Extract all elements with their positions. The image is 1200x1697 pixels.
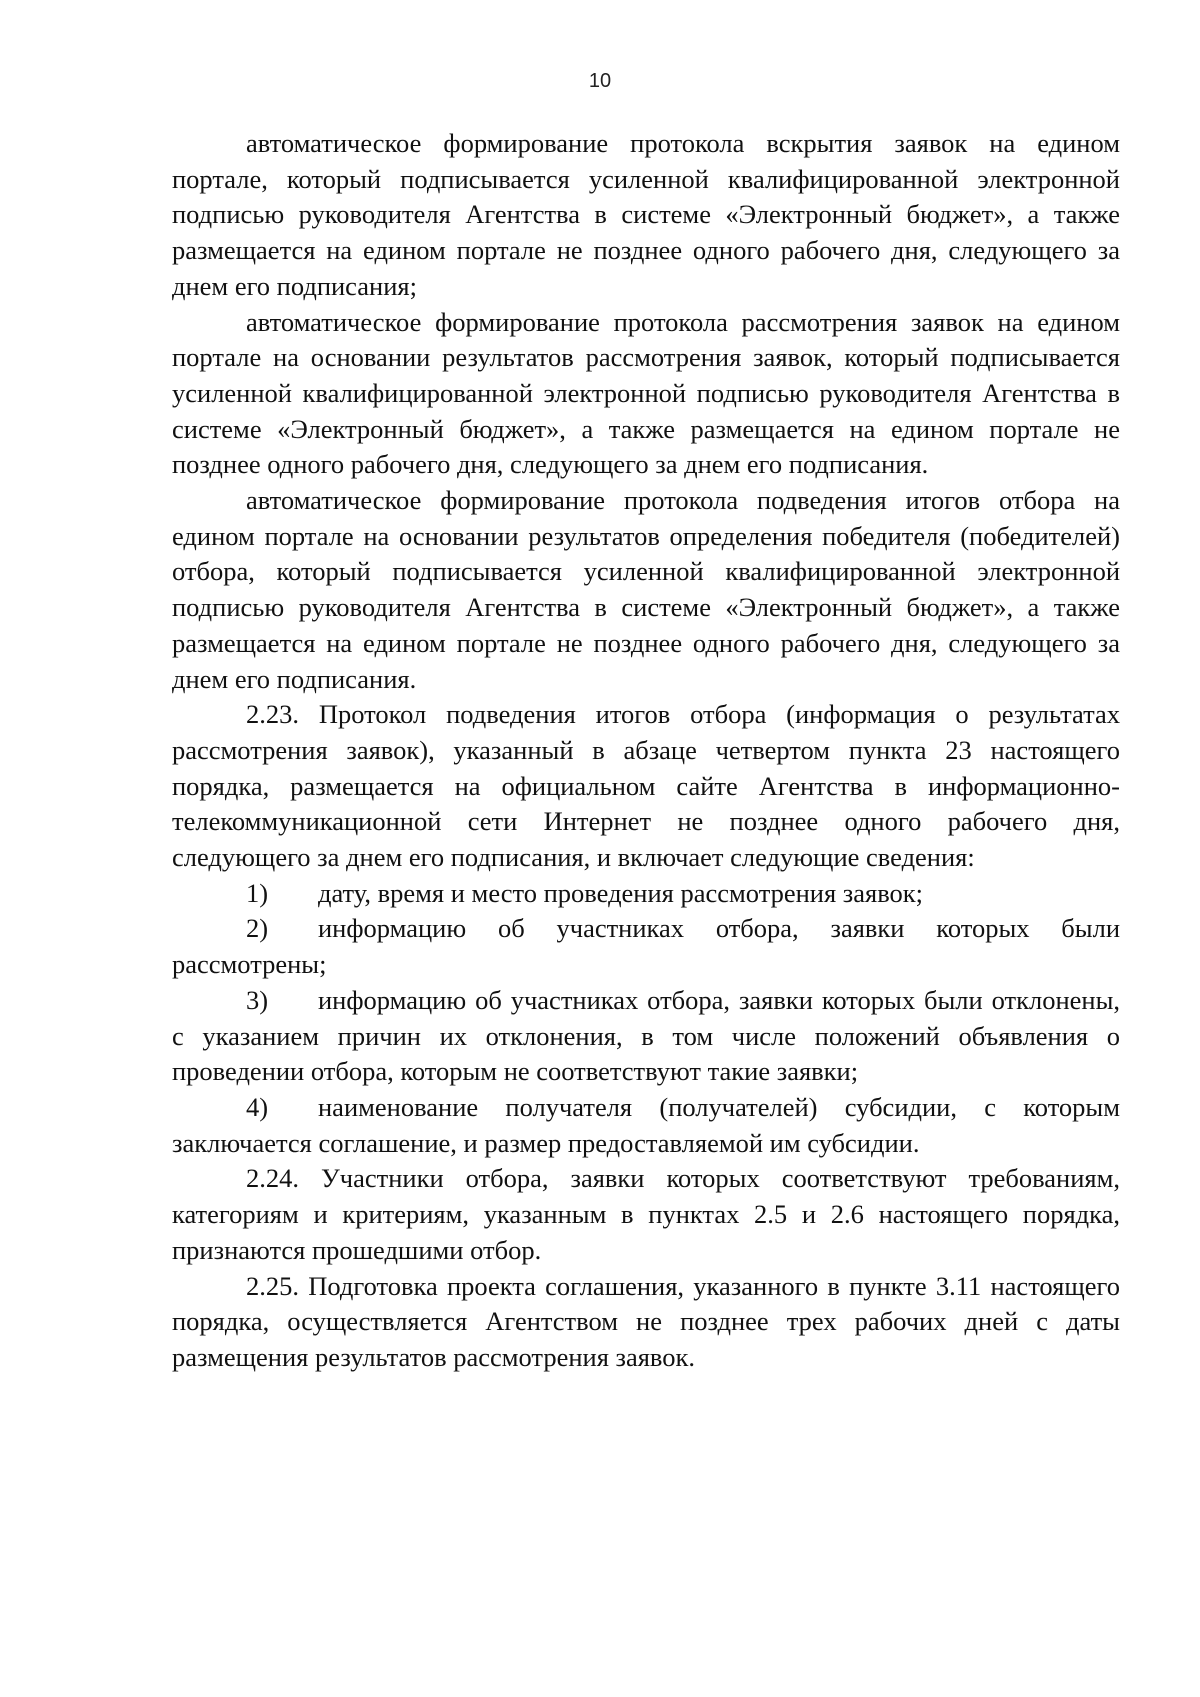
paragraph-protocol-review: автоматическое формирование протокола рассмотрения заявок на едином портале на основании результатов рассмотрения заявок, который подписывается усиленной квалифицированной электронной подписью руководителя Агентства в системе «Электронный бюджет», а также размещается на едином портале не позднее одного рабочего дня, следующего за днем его подписания. [172,306,1120,480]
paragraph-2-24: 2.24. Участники отбора, заявки которых соответствуют требованиям, категориям и критериям, указанным в пунктах 2.5 и 2.6 настоящего порядка, признаются прошедшими отбор. [172,1163,1120,1265]
list-marker: 1) [246,877,269,908]
document-body [172,126,1120,1376]
paragraph-2-25: 2.25. Подготовка проекта соглашения, указанного в пункте 3.11 настоящего порядка, осуществляется Агентством не позднее трех рабочих дней с даты размещения результатов рассмотрения заявок. [172,1270,1120,1372]
list-item-text: информацию об участниках отбора, заявки которых были рассмотрены; [172,913,1120,980]
list-item-text: информацию об участниках отбора, заявки которых были отклонены, с указанием причин их отклонения, в том числе положений объявления о проведении отбора, которым не соответствуют такие заявки; [172,984,1120,1087]
list-item-2 [172,911,1120,982]
list-marker: 3) [246,984,269,1015]
list-marker: 2) [246,913,269,944]
page-number: 10 [588,70,612,92]
list-item-3 [172,983,1120,1090]
paragraph-2-23: 2.23. Протокол подведения итогов отбора (информация о результатах рассмотрения заявок), указанный в абзаце четвертом пункта 23 настоящего порядка, размещается на официальном сайте Агентства в информационно-телекоммуникационной сети Интернет не позднее одного рабочего дня, следующего за днем его подписания, и включает следующие сведения: [172,699,1120,873]
paragraph-protocol-results: автоматическое формирование протокола подведения итогов отбора на едином портале на основании результатов определения победителя (победителей) отбора, который подписывается усиленной квалифицированной электронной подписью руководителя Агентства в системе «Электронный бюджет», а также размещается на едином портале не позднее одного рабочего дня, следующего за днем его подписания. [172,485,1120,694]
list-item-4 [172,1090,1120,1161]
list-item-1 [172,876,1120,912]
list-marker: 4) [246,1091,269,1122]
list-item-text: дату, время и место проведения рассмотрения заявок; [318,877,924,908]
list-item-text: наименование получателя (получателей) субсидии, с которым заключается соглашение, и размер предоставляемой им субсидии. [172,1091,1120,1158]
paragraph-protocol-opening: автоматическое формирование протокола вскрытия заявок на едином портале, который подписывается усиленной квалифицированной электронной подписью руководителя Агентства в системе «Электронный бюджет», а также размещается на едином портале не позднее одного рабочего дня, следующего за днем его подписания; [172,128,1120,301]
